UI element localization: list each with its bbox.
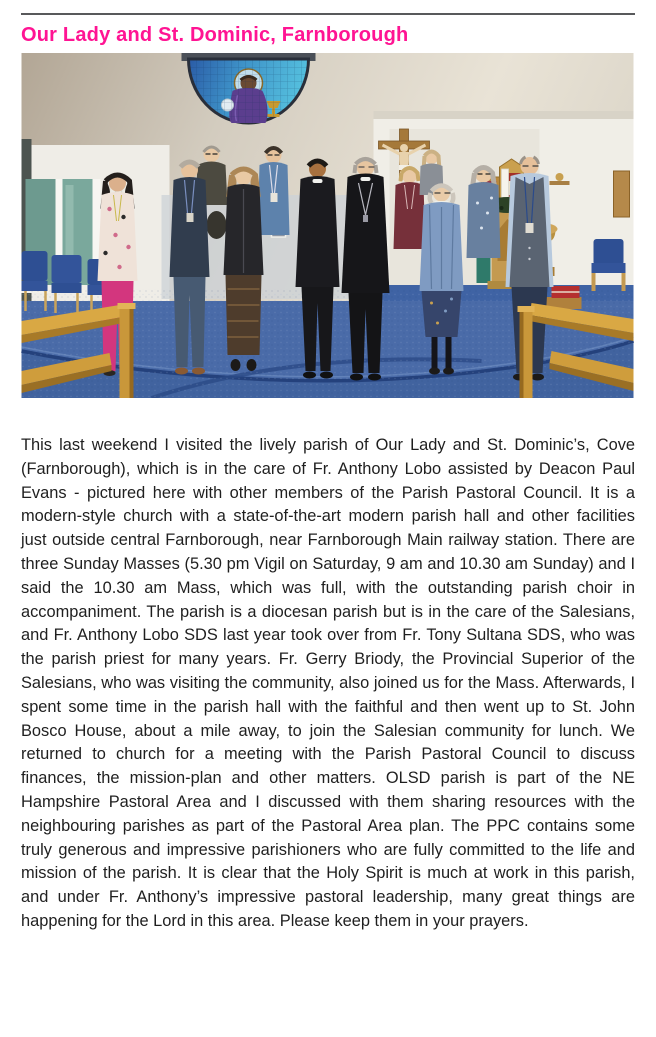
page-title: Our Lady and St. Dominic, Farnborough [21, 24, 409, 46]
article-page [0, 13, 656, 934]
person-leather-jacket [224, 169, 264, 371]
group-photo [21, 53, 634, 398]
section-divider [21, 13, 635, 15]
article-body: This last weekend I visited the lively parish of Our Lady and St. Dominic’s, Cove (Farnborough), which is in the care of Fr. Anthony Lobo assisted by Deacon Paul Evans - pictured here with other members of the Parish Pastoral Council. It is a modern-style church with a state-of-the-art modern parish hall and other facilities just outside central Farnborough, near Farnborough Main railway station. There are three Sunday Masses (5.30 pm Vigil on Saturday, 9 am and 10.30 am Sunday) and I said the 10.30 am Mass, which was full, with the outstanding parish choir in accompaniment. The parish is a diocesan parish but is in the care of the Salesians, and Fr. Anthony Lobo SDS last year took over from Fr. Tony Sultana SDS, who was the parish priest for many years. Fr. Gerry Briody, the Provincial Superior of the Salesians, who was visiting the community, also joined us for the Mass. Afterwards, I spent some time in the parish hall with the faithful and then went up to St. John Bosco House, about a mile away, to join the Salesian community for lunch. We returned to church for a meeting with the Parish Pastoral Council to discuss finances, the mission-plan and other matters. OLSD parish is part of the NE Hampshire Pastoral Area and I discussed with them sharing resources with the neighbouring parishes as part of the Pastoral Area plan. The PPC contains some truly generous and impressive parishioners who are fully committed to the life and mission of the parish. It is clear that the Holy Spirit is much at work in this parish, and under Fr. Anthony’s impressive pastoral leadership, many great things are happening for the Lord in this area. Please keep them in your prayers. [21, 436, 635, 930]
